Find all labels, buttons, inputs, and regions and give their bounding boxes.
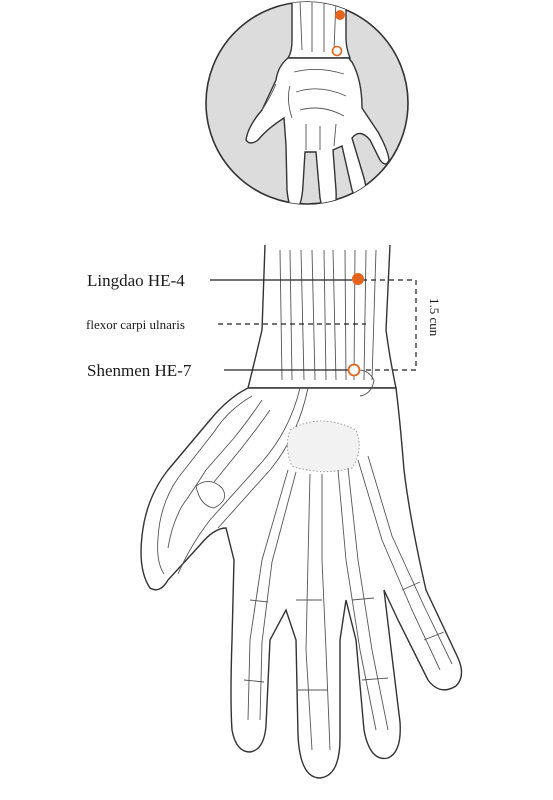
label-shenmen: Shenmen HE-7	[87, 361, 192, 380]
label-lingdao: Lingdao HE-4	[87, 271, 185, 290]
label-flexor-carpi-ulnaris: flexor carpi ulnaris	[86, 317, 185, 332]
label-distance: 1.5 cun	[427, 298, 442, 337]
inset-point-lingdao	[335, 10, 345, 20]
point-lingdao-he4	[352, 273, 364, 285]
hand-illustration	[141, 245, 462, 778]
point-shenmen-he7	[349, 365, 360, 376]
inset-overview	[206, 0, 408, 215]
inset-point-shenmen	[333, 47, 342, 56]
